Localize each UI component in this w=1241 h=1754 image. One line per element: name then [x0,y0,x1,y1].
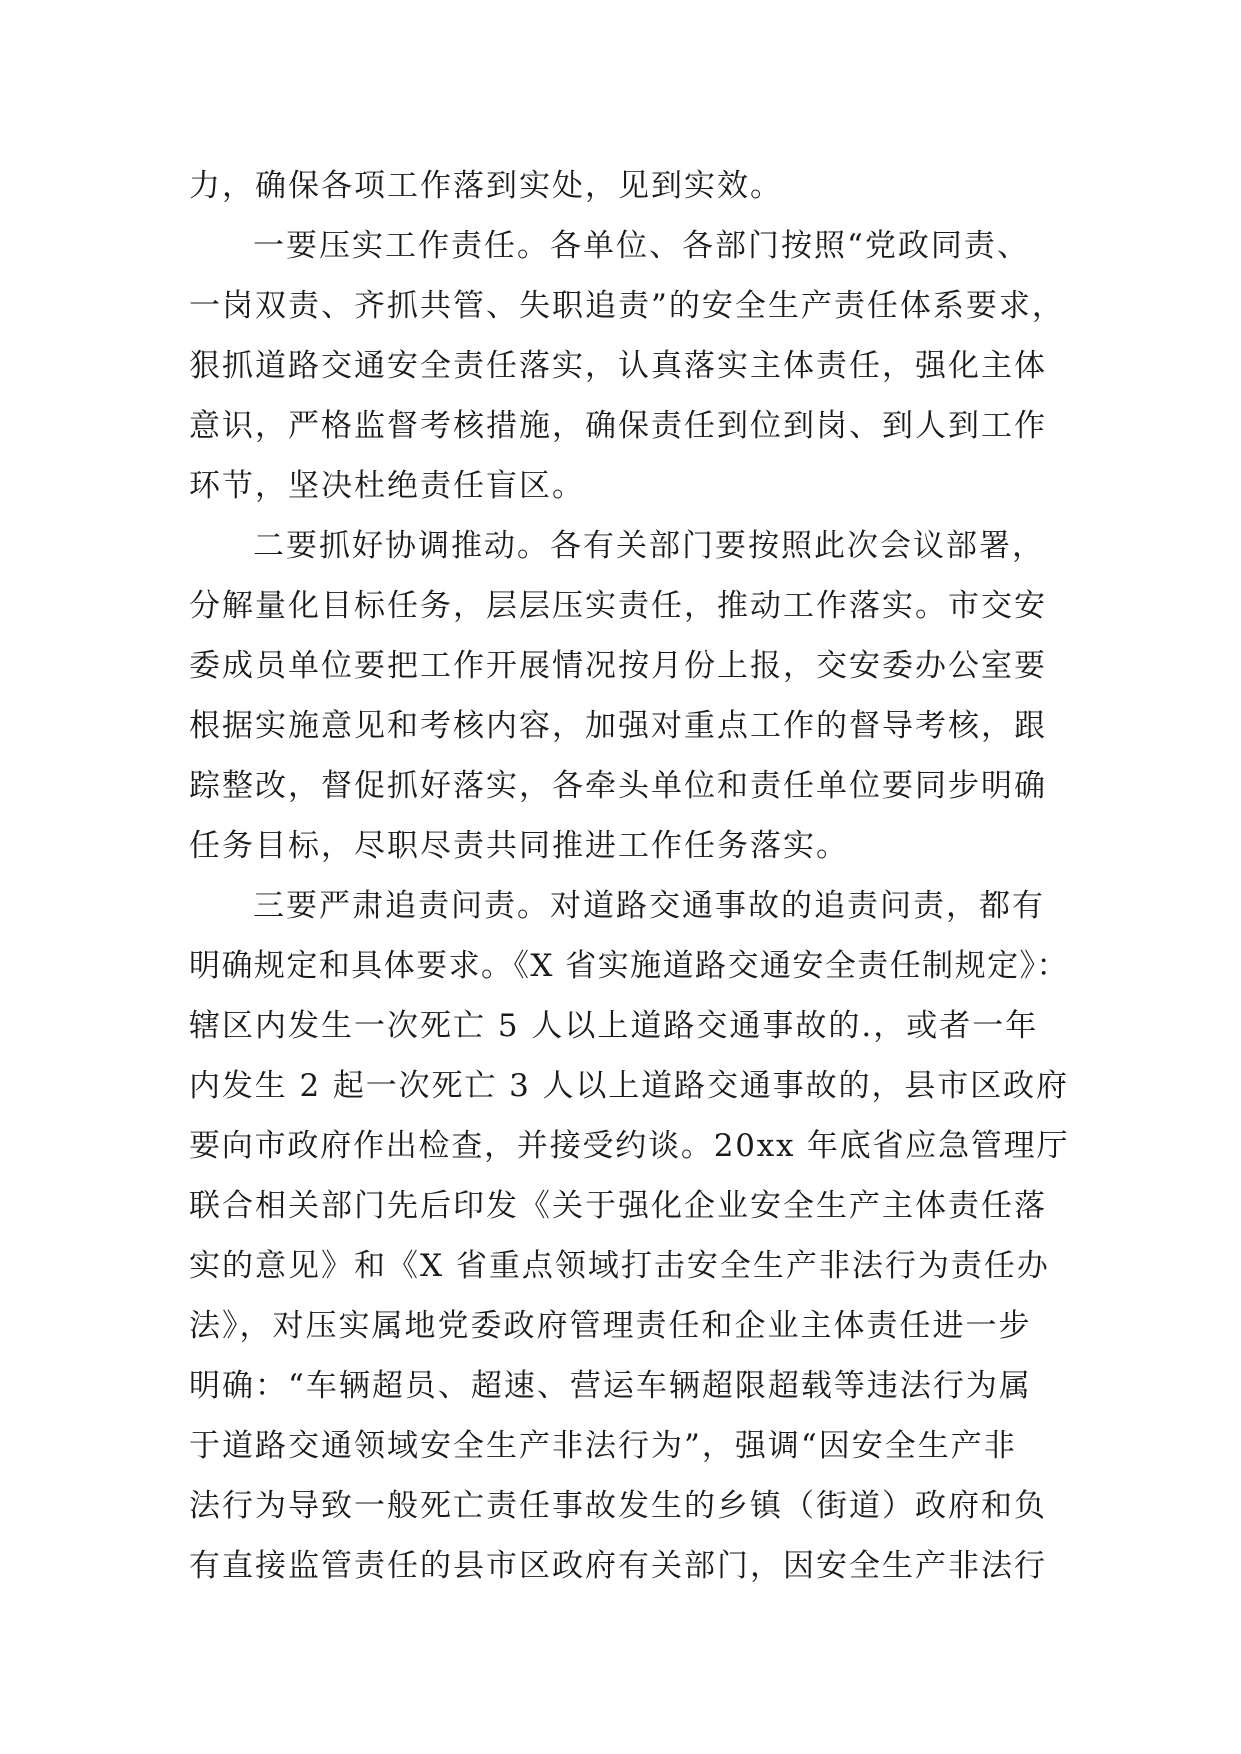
text-line: 法》，对压实属地党委政府管理责任和企业主体责任进一步 [189,1308,1032,1344]
text-line: 一岗双责、齐抓共管、失职追责”的安全生产责任体系要求， [189,288,1065,324]
text-line: 根据实施意见和考核内容，加强对重点工作的督导考核，跟 [189,708,1047,744]
document-body [189,156,1069,1596]
text-line: 意识，严格监督考核措施，确保责任到位到岗、到人到工作 [189,408,1047,444]
text-line: 内发生 2 起一次死亡 3 人以上道路交通事故的，县市区政府 [189,1068,1069,1104]
text-line: 明确规定和具体要求。《X 省实施道路交通安全责任制规定》： [189,948,1069,984]
text-line: 狠抓道路交通安全责任落实，认真落实主体责任，强化主体 [189,348,1047,384]
text-line: 明确：“车辆超员、超速、营运车辆超限超载等违法行为属 [189,1368,1032,1404]
text-line: 分解量化目标任务，层层压实责任，推动工作落实。市交安 [189,588,1047,624]
paragraph-first-line: 三要严肃追责问责。对道路交通事故的追责问责，都有 [253,888,1045,924]
text-line: 于道路交通领域安全生产非法行为”，强调“因安全生产非 [189,1428,1017,1464]
text-line: 任务目标，尽职尽责共同推进工作任务落实。 [189,828,849,864]
text-line: 委成员单位要把工作开展情况按月份上报，交安委办公室要 [189,648,1047,684]
text-line: 力，确保各项工作落到实处，见到实效。 [189,168,783,204]
text-line: 有直接监管责任的县市区政府有关部门，因安全生产非法行 [189,1548,1047,1584]
text-line: 踪整改，督促抓好落实，各牵头单位和责任单位要同步明确 [189,768,1047,804]
text-line: 实的意见》和《X 省重点领域打击安全生产非法行为责任办 [189,1248,1050,1284]
text-line: 联合相关部门先后印发《关于强化企业安全生产主体责任落 [189,1188,1047,1224]
text-line: 辖区内发生一次死亡 5 人以上道路交通事故的.，或者一年 [189,1008,1039,1044]
paragraph-first-line: 二要抓好协调推动。各有关部门要按照此次会议部署， [253,528,1045,564]
text-line: 要向市政府作出检查，并接受约谈。20xx 年底省应急管理厅 [189,1128,1070,1164]
text-line: 环节，坚决杜绝责任盲区。 [189,468,585,504]
text-line: 法行为导致一般死亡责任事故发生的乡镇（街道）政府和负 [189,1488,1047,1524]
paragraph-first-line: 一要压实工作责任。各单位、各部门按照“党政同责、 [253,228,1030,264]
